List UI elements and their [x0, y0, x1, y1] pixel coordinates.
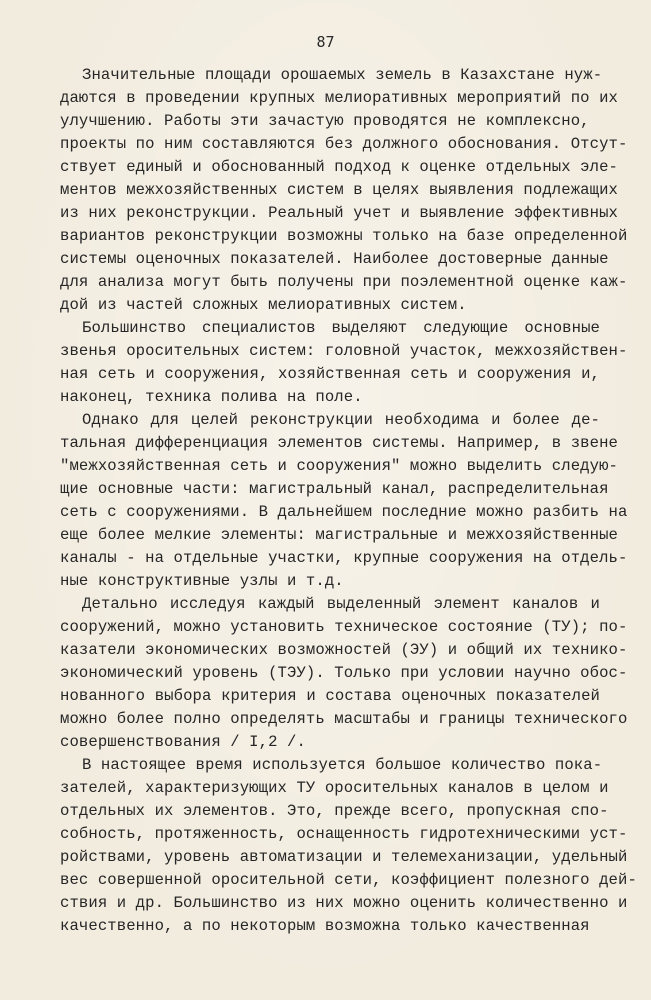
text-line: ствия и др. Большинство из них можно оценить количественно и	[60, 894, 628, 912]
text-line: собность, протяженность, оснащенность гидротехническими уст-	[60, 825, 628, 843]
text-line: звенья оросительных систем: головной участок, межхозяйствен-	[60, 342, 628, 360]
text-line: сооружений, можно установить техническое состояние (ТУ); по-	[60, 618, 628, 636]
text-line: наконец, техника полива на поле.	[60, 388, 363, 406]
text-line: вес совершенной оросительной сети, коэффициент полезного дей-	[60, 871, 637, 889]
text-line: нованного выбора критерия и состава оценочных показателей	[60, 687, 600, 705]
text-line: "межхозяйственная сеть и сооружения" можно выделить следую-	[60, 457, 619, 475]
text-line: улучшению. Работы эти зачастую проводятся не комплексно,	[60, 112, 590, 130]
text-line: ствует единый и обоснованный подход к оценке отдельных эле-	[60, 158, 619, 176]
text-line: Значительные площади орошаемых земель в Казахстане нуж-	[82, 66, 603, 84]
text-line: тальная дифференциация элементов системы. Например, в звене	[60, 434, 619, 452]
text-line: еще более мелкие элементы: магистральные и межхозяйственные	[60, 526, 619, 544]
text-line: ная сеть и сооружения, хозяйственная сеть и сооружения и,	[60, 365, 600, 383]
text-line: Детально исследуя каждый выделенный элемент каналов и	[82, 595, 600, 613]
text-line: из них реконструкции. Реальный учет и выявление эффективных	[60, 204, 619, 222]
text-line: дой из частей сложных мелиоративных систем.	[60, 296, 467, 314]
text-line: для анализа могут быть получены при поэлементной оценке каж-	[60, 273, 628, 291]
text-line: В настоящее время используется большое количество пока-	[82, 756, 603, 774]
text-line: ройствами, уровень автоматизации и телемеханизации, удельный	[60, 848, 628, 866]
text-line: зателей, характеризующих ТУ оросительных каналов в целом и	[60, 779, 609, 797]
text-line: совершенствования / I,2 /.	[60, 733, 306, 751]
text-line: даются в проведении крупных мелиоративных мероприятий по их	[60, 89, 619, 107]
text-line: Большинство специалистов выделяют следующие основные	[82, 319, 600, 337]
text-line: сеть с сооружениями. В дальнейшем последние можно разбить на	[60, 503, 628, 521]
text-line: казатели экономических возможностей (ЭУ) и общий их технико-	[60, 641, 628, 659]
page-number: 87	[316, 33, 335, 51]
text-line: ментов межхозяйственных систем в целях выявления подлежащих	[60, 181, 619, 199]
text-line: качественно, а по некоторым возможна только качественная	[60, 917, 590, 935]
text-line: щие основные части: магистральный канал, распределительная	[60, 480, 609, 498]
text-line: экономический уровень (ТЭУ). Только при условии научно обос-	[60, 664, 628, 682]
text-line: можно более полно определять масштабы и границы технического	[60, 710, 628, 728]
text-line: вариантов реконструкции возможны только на базе определенной	[60, 227, 628, 245]
text-line: отдельных их элементов. Это, прежде всего, пропускная спо-	[60, 802, 609, 820]
text-line: Однако для целей реконструкции необходима и более де-	[82, 411, 600, 429]
text-line: системы оценочных показателей. Наиболее достоверные данные	[60, 250, 609, 268]
text-line: каналы - на отдельные участки, крупные сооружения на отдель-	[60, 549, 628, 567]
text-line: ные конструктивные узлы и т.д.	[60, 572, 344, 590]
text-line: проекты по ним составляются без должного обоснования. Отсут-	[60, 135, 628, 153]
